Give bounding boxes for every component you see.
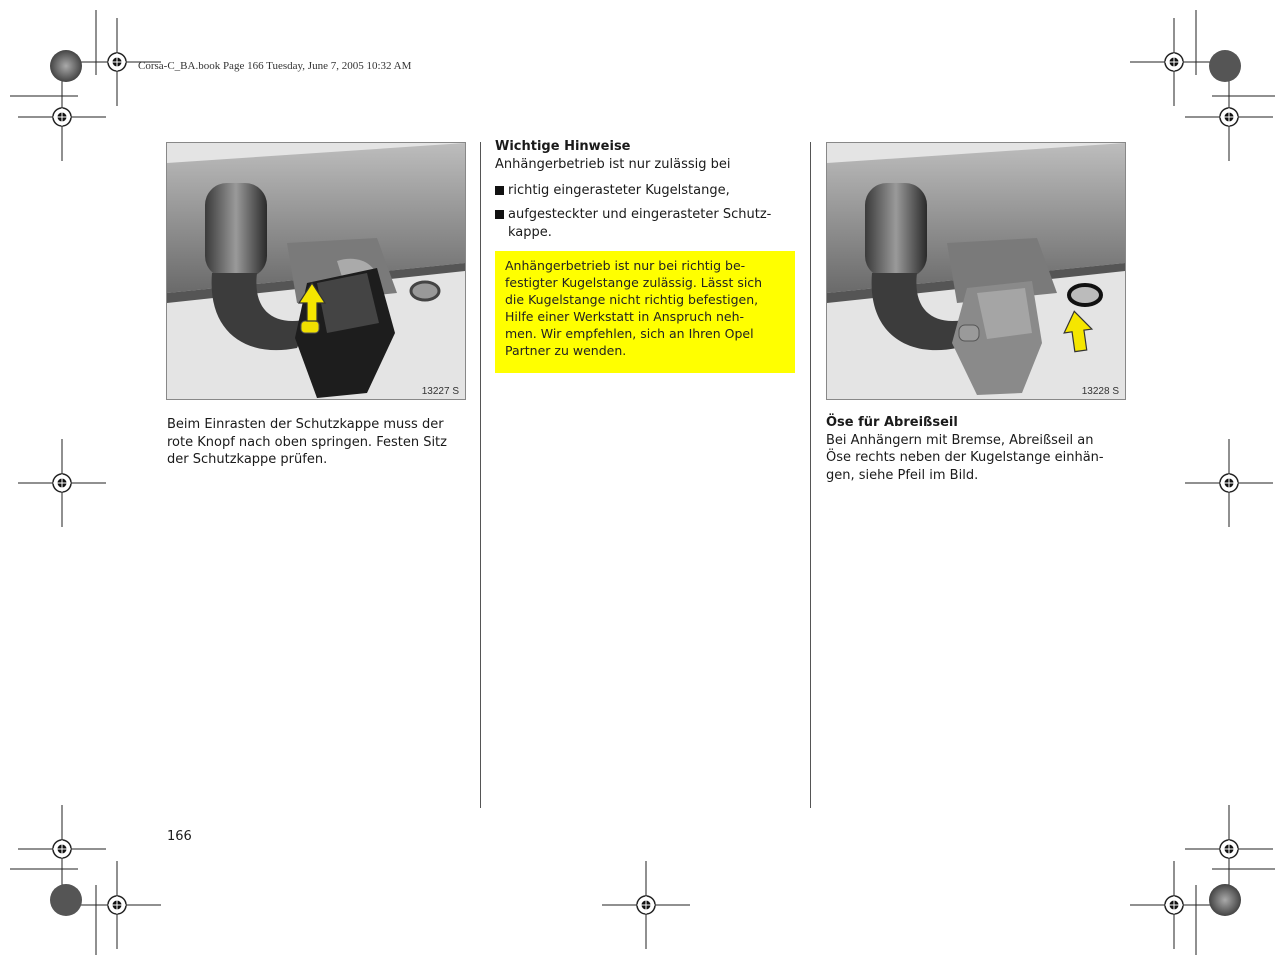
caption-line: gen, siehe Pfeil im Bild. <box>826 467 979 483</box>
warning-line: die Kugelstange nicht richtig befestigen, <box>505 292 759 307</box>
intro-text: Anhängerbetrieb ist nur zulässig bei <box>495 157 731 172</box>
page-number: 166 <box>167 829 192 844</box>
bullet-text: richtig eingerasteter Kugelstange, <box>508 183 730 198</box>
caption-line: Bei Anhängern mit Bremse, Abreißseil an <box>826 432 1094 448</box>
bullet-text: aufgesteckter und eingerasteter Schutz- <box>508 207 772 222</box>
section-heading: Wichtige Hinweise <box>495 139 631 154</box>
figure-label: 13227 S <box>421 386 459 397</box>
left-caption <box>167 416 467 469</box>
print-header: Corsa-C_BA.book Page 166 Tuesday, June 7, 2005 10:32 AM <box>138 60 412 72</box>
caption-line: Beim Einrasten der Schutzkappe muss der <box>167 417 444 432</box>
column-divider-right <box>810 142 811 808</box>
figure-breakaway-eyelet <box>826 142 1126 400</box>
warning-line: men. Wir empfehlen, sich an Ihren Opel <box>505 326 754 341</box>
bullet-text-continued: kappe. <box>508 225 552 240</box>
list-item <box>495 206 795 242</box>
warning-line: Hilfe einer Werkstatt in Anspruch neh- <box>505 309 745 324</box>
middle-column <box>495 138 795 242</box>
figure-label: 13228 S <box>1081 386 1119 397</box>
caption-line: der Schutzkappe prüfen. <box>167 452 328 467</box>
column-divider-left <box>480 142 481 808</box>
bullet-square-icon <box>495 210 504 219</box>
figure-protective-cap <box>166 142 466 400</box>
tow-bar-cap-illustration <box>167 143 465 399</box>
warning-line: festigter Kugelstange zulässig. Lässt sich <box>505 275 763 290</box>
warning-line: Partner zu wenden. <box>505 343 627 358</box>
list-item <box>495 182 795 200</box>
warning-line: Anhängerbetrieb ist nur bei richtig be- <box>505 258 746 273</box>
caption-line: Öse rechts neben der Kugelstange einhän- <box>826 450 1104 465</box>
bullet-square-icon <box>495 186 504 195</box>
warning-box <box>495 251 795 373</box>
caption-line: rote Knopf nach oben springen. Festen Sitz <box>167 434 447 450</box>
tow-bar-eyelet-illustration <box>827 143 1125 399</box>
section-heading: Öse für Abreißseil <box>826 415 958 430</box>
right-caption <box>826 414 1126 484</box>
